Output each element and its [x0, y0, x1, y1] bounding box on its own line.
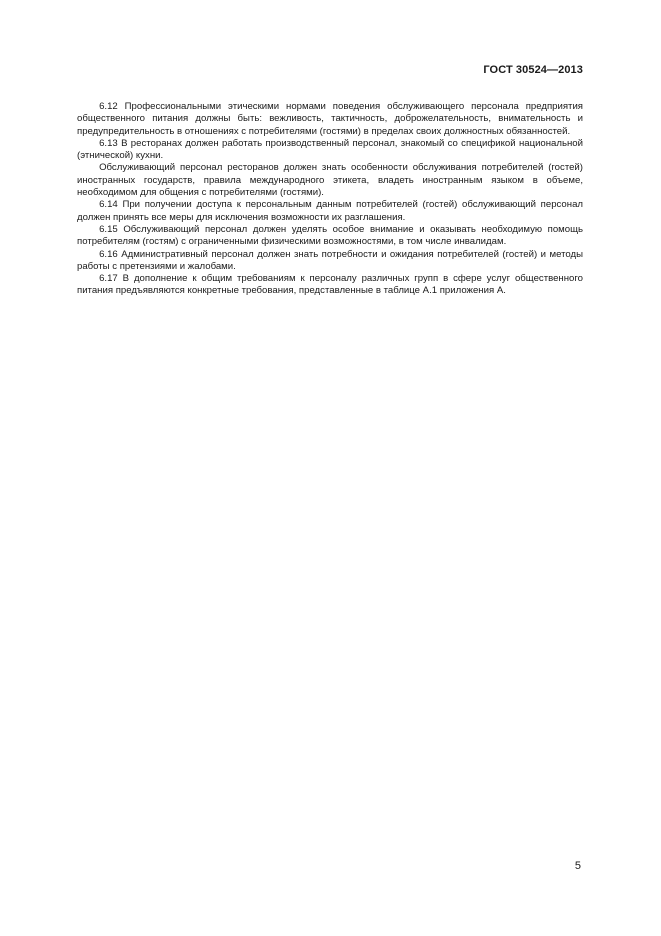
document-body [77, 101, 583, 298]
paragraph-6-12: 6.12 Профессиональными этическими нормами поведения обслуживающего персонала предприятия общественного питания должны быть: вежливость, тактичность, доброжелательность, внимательность и предупредительность в отношениях с потребителями (гостями) в пределах своих должностных обязанностей. [77, 101, 583, 137]
page-number: 5 [574, 860, 581, 872]
paragraph-6-15: 6.15 Обслуживающий персонал должен уделять особое внимание и оказывать необходимую помощь потребителям (гостям) с ограниченными физическими возможностями, в том числе инвалидам. [77, 223, 583, 248]
paragraph-6-16: 6.16 Административный персонал должен знать потребности и ожидания потребителей (гостей) и методы работы с претензиями и жалобами. [77, 248, 583, 272]
paragraph-6-14: 6.14 При получении доступа к персональным данным потребителей (гостей) обслуживающий персонал должен принять все меры для исключения возможности их разглашения. [77, 199, 583, 223]
standard-designation: ГОСТ 30524—2013 [483, 64, 583, 76]
paragraph-6-13: 6.13 В ресторанах должен работать производственный персонал, знакомый со спецификой национальной (этнической) кухни. [77, 137, 583, 162]
paragraph-6-13-continued: Обслуживающий персонал ресторанов должен знать особенности обслуживания потребителей (гостей) иностранных государств, правила международного этикета, владеть иностранным языком в объеме, необходимом для общения с потребителями (гостями). [77, 162, 583, 199]
paragraph-6-17: 6.17 В дополнение к общим требованиям к персоналу различных групп в сфере услуг общественного питания предъявляются конкретные требования, представленные в таблице А.1 приложения А. [77, 273, 583, 297]
